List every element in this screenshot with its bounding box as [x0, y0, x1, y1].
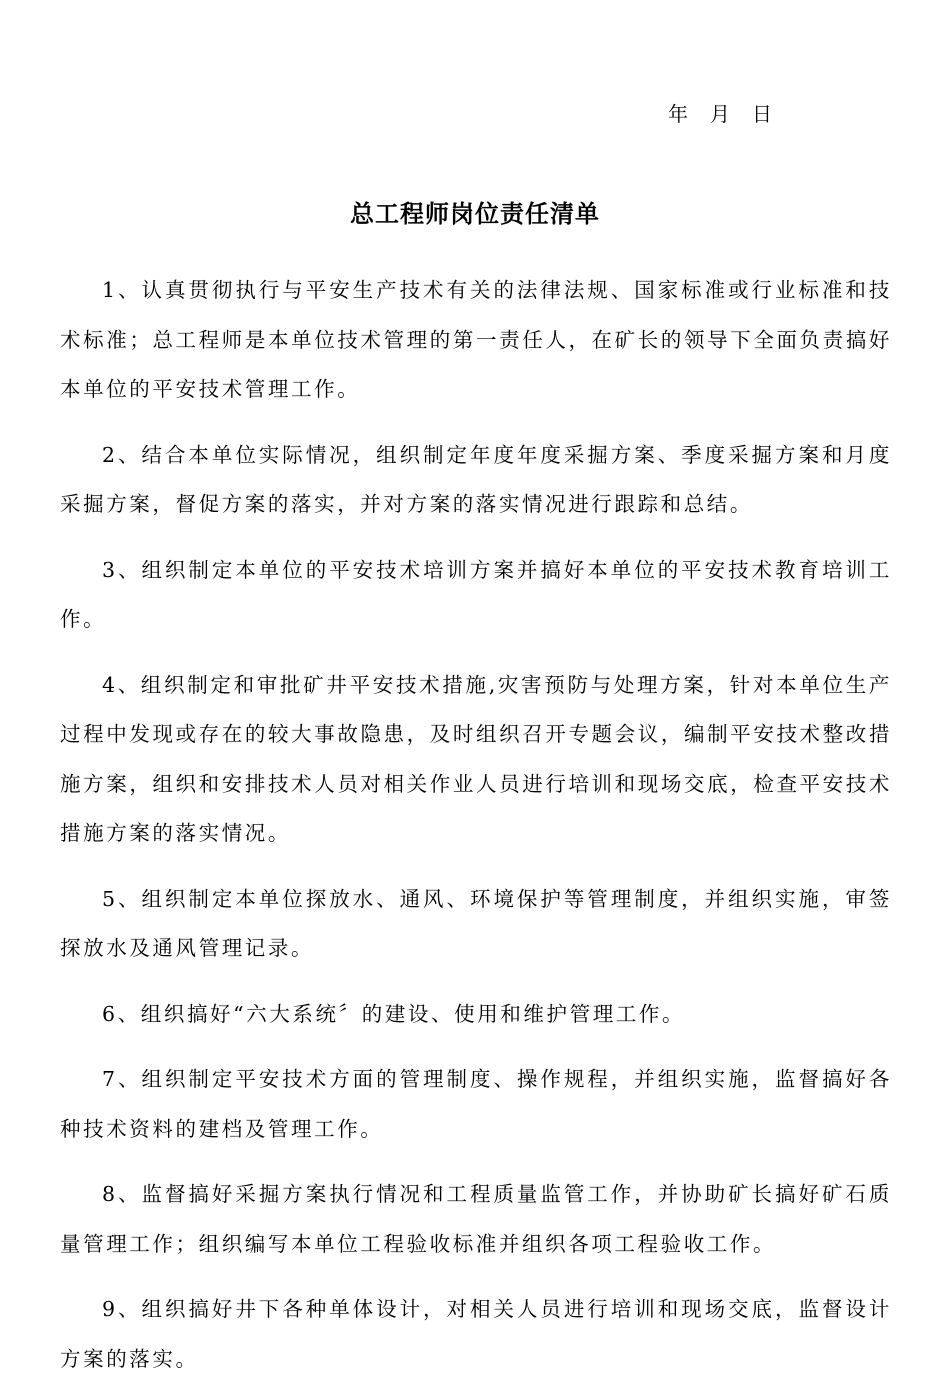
year-label: 年: [668, 102, 688, 126]
list-item: 4、组织制定和审批矿井平安技术措施,灾害预防与处理方案，针对本单位生产过程中发现或存在的较大事故隐患，及时组织召开专题会议，编制平安技术整改措施方案，组织和安排技术人员对相关作业人员进行培训和现场交底，检查平安技术措施方案的落实情况。: [60, 672, 892, 845]
document-body: [60, 266, 892, 1400]
list-item: 3、组织制定本单位的平安技术培训方案并搞好本单位的平安技术教育培训工作。: [60, 557, 892, 631]
document-title: 总工程师岗位责任清单: [350, 200, 600, 228]
list-item: 9、组织搞好井下各种单体设计，对相关人员进行培训和现场交底，监督设计方案的落实。: [60, 1297, 892, 1371]
list-item: 6、组织搞好“六大系统〞的建设、使用和维护管理工作。: [102, 1001, 686, 1026]
list-item: 1、认真贯彻执行与平安生产技术有关的法律法规、国家标准或行业标准和技术标准；总工程师是本单位技术管理的第一责任人，在矿长的领导下全面负责搞好本单位的平安技术管理工作。: [60, 278, 892, 401]
month-label: 月: [710, 102, 730, 126]
list-item: 5、组织制定本单位探放水、通风、环境保护等管理制度，并组织实施，审签探放水及通风管理记录。: [60, 886, 892, 960]
list-item: 2、结合本单位实际情况，组织制定年度年度采掘方案、季度采掘方案和月度采掘方案，督促方案的落实，并对方案的落实情况进行跟踪和总结。: [60, 442, 892, 516]
list-item: 7、组织制定平安技术方面的管理制度、操作规程，并组织实施，监督搞好各种技术资料的建档及管理工作。: [60, 1067, 892, 1141]
date-line: [668, 100, 772, 128]
list-item: 8、监督搞好采掘方案执行情况和工程质量监管工作，并协助矿长搞好矿石质量管理工作；组织编写本单位工程验收标准并组织各项工程验收工作。: [60, 1182, 892, 1256]
day-label: 日: [752, 102, 772, 126]
